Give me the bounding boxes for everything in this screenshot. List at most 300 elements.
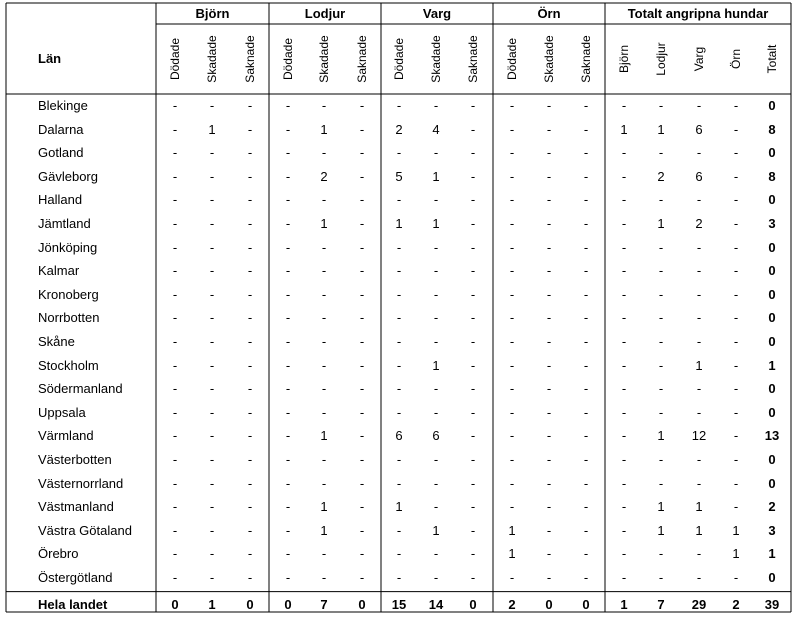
- group-header: Totalt angripna hundar: [627, 6, 769, 21]
- table-cell: -: [583, 404, 589, 420]
- table-cell: -: [696, 145, 702, 161]
- table-cell: -: [285, 475, 291, 491]
- table-cell: -: [247, 522, 253, 538]
- table-cell: -: [470, 216, 476, 231]
- table-cell: -: [621, 546, 627, 562]
- table-cell: -: [658, 404, 664, 420]
- table-cell: -: [172, 192, 178, 208]
- table-cell: -: [209, 381, 215, 397]
- table-cell: -: [396, 452, 402, 467]
- table-cell: -: [172, 522, 178, 538]
- table-cell: -: [285, 428, 291, 444]
- table-cell: 0: [768, 404, 776, 420]
- table-cell: -: [247, 98, 253, 113]
- table-cell: -: [509, 145, 515, 161]
- table-cell: 1: [320, 522, 328, 538]
- table-cell: -: [433, 192, 439, 208]
- table-cell: -: [470, 452, 476, 467]
- table-cell: -: [509, 404, 515, 420]
- table-cell: 1: [320, 121, 328, 137]
- table-cell: -: [247, 357, 253, 373]
- table-cell: -: [396, 357, 402, 373]
- table-cell: -: [285, 522, 291, 538]
- table-cell: -: [359, 381, 365, 397]
- total-cell: 0: [469, 596, 477, 612]
- table-cell: -: [359, 404, 365, 420]
- sub-header: Varg: [692, 46, 706, 72]
- table-cell: -: [546, 499, 552, 515]
- table-cell: -: [285, 121, 291, 137]
- table-cell: 1: [768, 546, 776, 562]
- table-cell: -: [583, 263, 589, 279]
- table-cell: -: [733, 404, 739, 420]
- table-cell: 1: [208, 121, 216, 137]
- table-cell: -: [209, 546, 215, 562]
- table-cell: 1: [395, 499, 403, 515]
- table-cell: -: [209, 286, 215, 302]
- table-cell: -: [658, 334, 664, 349]
- table-cell: 3: [768, 216, 776, 231]
- table-cell: -: [696, 310, 702, 326]
- row-label: Jönköping: [38, 239, 98, 255]
- table-cell: 8: [768, 121, 776, 137]
- table-cell: 5: [395, 168, 403, 184]
- table-cell: 2: [657, 168, 665, 184]
- table-cell: -: [247, 404, 253, 420]
- table-cell: -: [285, 168, 291, 184]
- row-label: Västerbotten: [38, 452, 112, 467]
- table-cell: -: [396, 98, 402, 113]
- table-cell: 0: [768, 334, 776, 349]
- table-cell: -: [583, 334, 589, 349]
- table-cell: -: [172, 239, 178, 255]
- table-cell: -: [509, 334, 515, 349]
- table-cell: -: [209, 98, 215, 113]
- table-cell: -: [696, 475, 702, 491]
- table-cell: -: [546, 239, 552, 255]
- table-cell: -: [621, 381, 627, 397]
- table-cell: 2: [768, 499, 776, 515]
- row-label: Västernorrland: [38, 475, 124, 491]
- row-label: Örebro: [38, 546, 79, 562]
- table-cell: 0: [768, 570, 776, 585]
- table-cell: -: [658, 263, 664, 279]
- row-label: Gävleborg: [38, 168, 98, 184]
- table-cell: 1: [695, 522, 703, 538]
- table-cell: -: [658, 98, 664, 113]
- table-cell: -: [209, 145, 215, 161]
- table-cell: -: [433, 404, 439, 420]
- table-cell: -: [172, 168, 178, 184]
- table-cell: -: [209, 239, 215, 255]
- table-cell: -: [321, 381, 327, 397]
- table-cell: -: [546, 263, 552, 279]
- total-row-label: Hela landet: [38, 596, 108, 612]
- table-cell: -: [433, 239, 439, 255]
- table-cell: -: [696, 404, 702, 420]
- table-cell: -: [321, 475, 327, 491]
- table-cell: -: [546, 216, 552, 231]
- total-cell: 2: [732, 596, 740, 612]
- table-cell: -: [696, 263, 702, 279]
- table-cell: -: [247, 546, 253, 562]
- table-cell: -: [172, 428, 178, 444]
- table-cell: -: [696, 192, 702, 208]
- table-cell: 1: [432, 168, 440, 184]
- table-cell: -: [433, 263, 439, 279]
- table-cell: -: [583, 475, 589, 491]
- table-cell: -: [359, 452, 365, 467]
- table-cell: -: [509, 192, 515, 208]
- total-cell: 0: [582, 596, 590, 612]
- table-cell: -: [546, 522, 552, 538]
- table-cell: -: [396, 404, 402, 420]
- table-cell: -: [433, 452, 439, 467]
- table-cell: -: [321, 570, 327, 585]
- table-cell: -: [247, 239, 253, 255]
- sub-header: Skadade: [542, 35, 556, 83]
- table-cell: -: [696, 239, 702, 255]
- table-cell: -: [359, 546, 365, 562]
- table-cell: -: [433, 475, 439, 491]
- table-cell: -: [696, 546, 702, 562]
- table-cell: -: [621, 570, 627, 585]
- sub-header: Skadade: [317, 35, 331, 83]
- table-cell: -: [172, 381, 178, 397]
- table-cell: -: [583, 570, 589, 585]
- table-cell: -: [733, 192, 739, 208]
- table-cell: -: [546, 452, 552, 467]
- table-cell: -: [172, 475, 178, 491]
- table-cell: -: [247, 570, 253, 585]
- table-cell: 0: [768, 286, 776, 302]
- table-cell: -: [583, 546, 589, 562]
- table-cell: -: [470, 570, 476, 585]
- table-cell: -: [321, 404, 327, 420]
- total-cell: 0: [545, 596, 553, 612]
- table-cell: 1: [768, 357, 776, 373]
- table-cell: -: [583, 286, 589, 302]
- table-cell: -: [285, 334, 291, 349]
- table-cell: -: [396, 475, 402, 491]
- row-label: Uppsala: [38, 404, 86, 420]
- table-cell: -: [172, 546, 178, 562]
- table-cell: -: [733, 145, 739, 161]
- table-cell: -: [470, 168, 476, 184]
- table-cell: 4: [432, 121, 440, 137]
- table-cell: -: [621, 310, 627, 326]
- table-cell: -: [359, 428, 365, 444]
- table-cell: -: [621, 239, 627, 255]
- table-cell: -: [733, 98, 739, 113]
- table-cell: -: [172, 357, 178, 373]
- table-cell: -: [209, 334, 215, 349]
- table-cell: -: [433, 334, 439, 349]
- table-cell: 1: [657, 522, 665, 538]
- table-cell: -: [359, 98, 365, 113]
- total-cell: 15: [391, 596, 407, 612]
- table-cell: 0: [768, 452, 776, 467]
- table-cell: -: [470, 404, 476, 420]
- sub-header: Björn: [617, 45, 631, 74]
- table-cell: -: [285, 381, 291, 397]
- table-cell: -: [359, 334, 365, 349]
- table-cell: -: [658, 239, 664, 255]
- table-cell: -: [396, 192, 402, 208]
- table-cell: 6: [432, 428, 440, 444]
- table-cell: -: [470, 357, 476, 373]
- row-label: Skåne: [38, 334, 75, 349]
- group-header: Björn: [195, 6, 230, 21]
- table-cell: -: [546, 168, 552, 184]
- table-cell: -: [583, 192, 589, 208]
- table-cell: -: [321, 145, 327, 161]
- table-cell: 6: [695, 121, 703, 137]
- table-cell: -: [359, 216, 365, 231]
- table-cell: -: [583, 381, 589, 397]
- table-cell: -: [396, 546, 402, 562]
- table-cell: -: [733, 263, 739, 279]
- table-cell: -: [621, 216, 627, 231]
- table-cell: -: [172, 98, 178, 113]
- table-cell: -: [509, 475, 515, 491]
- table-cell: -: [470, 310, 476, 326]
- table-cell: 1: [508, 546, 516, 562]
- table-cell: -: [696, 98, 702, 113]
- table-cell: -: [621, 404, 627, 420]
- table-cell: -: [209, 428, 215, 444]
- table-cell: 0: [768, 239, 776, 255]
- total-cell: 0: [246, 596, 254, 612]
- table-cell: -: [285, 310, 291, 326]
- sub-header: Dödade: [281, 37, 295, 81]
- table-cell: -: [209, 310, 215, 326]
- sub-header: Skadade: [205, 35, 219, 83]
- table-cell: -: [621, 98, 627, 113]
- table-cell: -: [209, 192, 215, 208]
- table-cell: 0: [768, 381, 776, 397]
- table-cell: -: [209, 452, 215, 467]
- table-cell: -: [546, 475, 552, 491]
- row-label: Västra Götaland: [38, 522, 132, 538]
- table-cell: -: [583, 121, 589, 137]
- table-cell: -: [733, 452, 739, 467]
- table-cell: -: [509, 452, 515, 467]
- table-cell: -: [321, 452, 327, 467]
- table-cell: -: [470, 192, 476, 208]
- table-cell: -: [209, 522, 215, 538]
- table-cell: -: [658, 145, 664, 161]
- sub-header: Skadade: [429, 35, 443, 83]
- table-cell: -: [172, 286, 178, 302]
- table-cell: -: [172, 499, 178, 515]
- row-label: Halland: [38, 192, 83, 208]
- table-cell: 0: [768, 263, 776, 279]
- table-cell: 6: [395, 428, 403, 444]
- table-cell: -: [733, 310, 739, 326]
- table-cell: -: [470, 546, 476, 562]
- table-cell: -: [470, 334, 476, 349]
- table-cell: -: [470, 145, 476, 161]
- sub-header: Totalt: [765, 44, 779, 74]
- table-cell: -: [172, 145, 178, 161]
- table-cell: -: [359, 192, 365, 208]
- table-cell: -: [658, 192, 664, 208]
- table-cell: -: [583, 357, 589, 373]
- table-cell: -: [696, 286, 702, 302]
- table-cell: -: [172, 216, 178, 231]
- table-cell: -: [321, 239, 327, 255]
- table-cell: -: [172, 310, 178, 326]
- table-cell: -: [285, 499, 291, 515]
- table-cell: -: [172, 263, 178, 279]
- table-cell: -: [509, 98, 515, 113]
- table-cell: -: [433, 310, 439, 326]
- table-cell: -: [209, 570, 215, 585]
- table-cell: -: [583, 168, 589, 184]
- table-cell: -: [733, 381, 739, 397]
- table-cell: 1: [732, 522, 740, 538]
- table-cell: -: [396, 286, 402, 302]
- table-cell: 0: [768, 310, 776, 326]
- total-cell: 0: [358, 596, 366, 612]
- table-cell: -: [247, 121, 253, 137]
- table-cell: -: [546, 192, 552, 208]
- table-cell: -: [658, 570, 664, 585]
- table-cell: -: [396, 334, 402, 349]
- total-cell: 0: [284, 596, 292, 612]
- table-cell: -: [546, 334, 552, 349]
- table-cell: -: [247, 310, 253, 326]
- table-cell: 1: [320, 499, 328, 515]
- sub-header: Dödade: [392, 37, 406, 81]
- total-cell: 1: [208, 596, 216, 612]
- table-cell: -: [658, 475, 664, 491]
- table-cell: -: [509, 310, 515, 326]
- table-cell: -: [359, 286, 365, 302]
- table-cell: -: [658, 310, 664, 326]
- table-cell: 13: [764, 428, 780, 444]
- table-cell: -: [583, 499, 589, 515]
- table-cell: 1: [657, 499, 665, 515]
- table-cell: -: [546, 310, 552, 326]
- table-cell: -: [433, 98, 439, 113]
- table-cell: -: [321, 334, 327, 349]
- table-cell: -: [247, 168, 253, 184]
- table-cell: -: [285, 357, 291, 373]
- table-cell: -: [247, 475, 253, 491]
- sub-header: Saknade: [466, 35, 480, 83]
- table-cell: 1: [620, 121, 628, 137]
- table-cell: -: [621, 263, 627, 279]
- table-cell: -: [546, 381, 552, 397]
- table-cell: -: [359, 121, 365, 137]
- table-cell: -: [209, 404, 215, 420]
- table-cell: 2: [695, 216, 703, 231]
- table-cell: -: [433, 381, 439, 397]
- table-cell: 1: [657, 216, 665, 231]
- table-cell: 1: [695, 357, 703, 373]
- table-cell: -: [285, 192, 291, 208]
- table-cell: -: [621, 334, 627, 349]
- row-label: Stockholm: [38, 357, 99, 373]
- table-cell: -: [546, 428, 552, 444]
- table-cell: -: [396, 145, 402, 161]
- sub-header: Dödade: [505, 37, 519, 81]
- table-cell: -: [433, 499, 439, 515]
- table-cell: -: [321, 192, 327, 208]
- table-cell: -: [470, 121, 476, 137]
- table-cell: -: [209, 216, 215, 231]
- table-cell: -: [396, 522, 402, 538]
- table-cell: -: [247, 499, 253, 515]
- table-cell: -: [583, 310, 589, 326]
- table-cell: -: [285, 570, 291, 585]
- sub-header: Saknade: [355, 35, 369, 83]
- table-cell: -: [583, 98, 589, 113]
- table-cell: -: [733, 286, 739, 302]
- table-cell: -: [359, 522, 365, 538]
- table-cell: -: [509, 286, 515, 302]
- table-cell: -: [509, 381, 515, 397]
- table-cell: -: [433, 570, 439, 585]
- table-cell: -: [696, 334, 702, 349]
- table-cell: -: [470, 475, 476, 491]
- table-cell: -: [172, 570, 178, 585]
- group-header: Varg: [422, 6, 452, 21]
- table-cell: -: [470, 499, 476, 515]
- table-cell: -: [359, 475, 365, 491]
- total-cell: 2: [508, 596, 516, 612]
- table-cell: -: [583, 239, 589, 255]
- sub-header: Dödade: [168, 37, 182, 81]
- table-cell: -: [285, 286, 291, 302]
- table-cell: -: [209, 499, 215, 515]
- table-cell: -: [621, 499, 627, 515]
- group-header: Örn: [537, 6, 561, 21]
- table-cell: -: [321, 263, 327, 279]
- region-header: Län: [38, 51, 62, 66]
- table-cell: -: [433, 286, 439, 302]
- table-cell: -: [433, 546, 439, 562]
- table-cell: -: [247, 381, 253, 397]
- table-cell: -: [509, 121, 515, 137]
- row-label: Värmland: [38, 428, 94, 444]
- table-cell: 6: [695, 168, 703, 184]
- table-cell: -: [285, 145, 291, 161]
- table-cell: 2: [395, 121, 403, 137]
- table-cell: 1: [395, 216, 403, 231]
- table-cell: 1: [432, 357, 440, 373]
- table-cell: -: [733, 499, 739, 515]
- row-label: Västmanland: [38, 499, 114, 515]
- row-label: Blekinge: [38, 98, 88, 113]
- total-cell: 7: [320, 596, 328, 612]
- table-cell: -: [621, 522, 627, 538]
- table-cell: -: [733, 475, 739, 491]
- total-cell: 0: [171, 596, 179, 612]
- row-label: Kalmar: [38, 263, 80, 279]
- sub-header: Örn: [729, 49, 743, 70]
- row-label: Norrbotten: [38, 310, 100, 326]
- table-cell: 1: [732, 546, 740, 562]
- table-cell: -: [621, 286, 627, 302]
- table-cell: -: [172, 452, 178, 467]
- table-cell: -: [509, 499, 515, 515]
- table-cell: -: [321, 546, 327, 562]
- table-cell: -: [658, 286, 664, 302]
- table-cell: -: [285, 239, 291, 255]
